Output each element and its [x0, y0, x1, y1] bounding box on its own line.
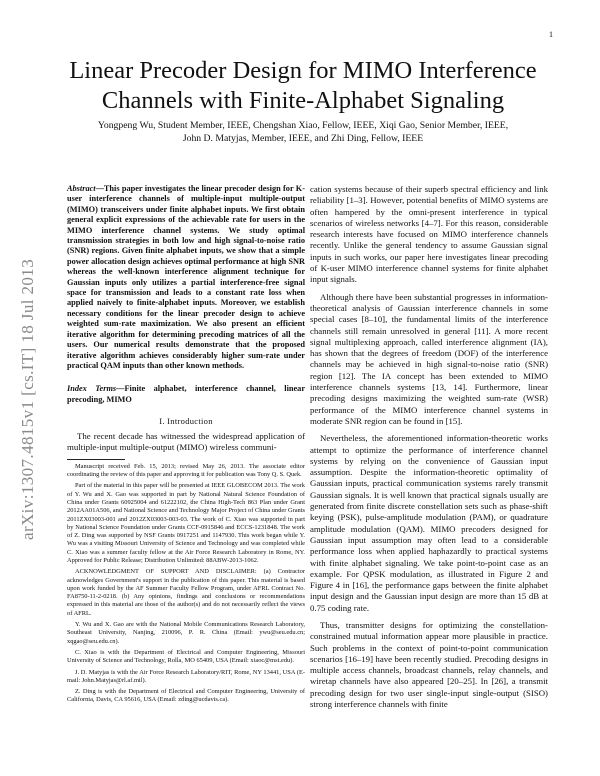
right-column [310, 184, 548, 710]
body-paragraph: Nevertheless, the aforementioned information-theoretic works attempt to optimize the performance of interference channel systems by relying on the convenience of Gaussian input assumption. Despite the information-theoretic optimality of Gaussian inputs, practical communication systems rarely transmit Gaussian signals. It is well known that practical signals usually are generated from finite discrete constellation sets such as phase-shift keying (PSK), pulse-amplitude modulation (PAM), or quadrature amplitude modulation (QAM). MIMO precoders designed for Gaussian input assumption may often lead to a considerable performance loss when applied haphazardly to practical systems with finite alphabet signaling. We take point-to-point case as an example. For QPSK modulation, as illustrated in Figure 2 and Figure 4 in [16], the performance gaps between the finite alphabet input design and the Gaussian input design are more than 15 dB at 0.75 coding rate. [310, 433, 548, 613]
author-line-1: Yongpeng Wu, Student Member, IEEE, Chengshan Xiao, Fellow, IEEE, Xiqi Gao, Senior Member, IEEE, [97, 120, 509, 131]
index-terms [67, 384, 305, 405]
footnote: ACKNOWLEDGMENT OF SUPPORT AND DISCLAIMER: (a) Contractor acknowledges Government's support in the publication of this paper. This material is based upon work funded by the AF Summer Faculty Fellow Program, under AFRL Contract No. FA8750-11-2-0218. (b) Any opinions, findings and conclusions or recommendations expressed in this material are those of the author(s) and do not necessarily reflect the views of AFRL. [67, 568, 305, 617]
footnote: C. Xiao is with the Department of Electrical and Computer Engineering, Missouri University of Science and Technology, Rolla, MO 65409, USA (Email: xiaoc@mst.edu). [67, 648, 305, 665]
body-paragraph: cation systems because of their superb spectral efficiency and link reliability [1–3]. However, potential benefits of MIMO systems are often hampered by the omni-present interference in typical scenarios of wireless networks [4–7]. For this reason, considerable research interests have focused on MIMO interference channels recently. Unlike the general tendency to assume Gaussian signal inputs in such works, our paper here investigates linear precoding of K-user MIMO interference channel systems for finite alphabet input signals. [310, 184, 548, 285]
footnote: Z. Ding is with the Department of Electrical and Computer Engineering, University of California, Davis, CA 95616, USA (Email: zding@ucdavis.ca). [67, 688, 305, 704]
author-list [60, 119, 546, 145]
footnote-divider [67, 459, 125, 460]
abstract [67, 184, 305, 371]
footnote: J. D. Matyjas is with the Air Force Research Laboratory/RIT, Rome, NY 13441, USA (E-mail: John.Matyjas@rl.af.mil). [67, 668, 305, 684]
abstract-text: —This paper investigates the linear precoder design for K-user interference channels of multiple-input multiple-output (MIMO) transceivers under finite alphabet inputs. We first obtain general explicit expressions of the achievable rate for users in the MIMO interference channel systems. We study optimal transmission strategies in both low and high signal-to-noise ratio (SNR) regions. Given finite alphabet inputs, we show that a simple power allocation design achieves optimal performance at high SNR whereas the well-known interference alignment technique for Gaussian inputs only utilizes a partial interference-free signal space for transmission and leads to a constant rate loss when applied naively to finite-alphabet inputs. Moreover, we establish necessary conditions for the linear precoder design to achieve weighted sum-rate maximization. We also present an efficient iterative algorithm for determining precoding matrices of all the users. Our numerical results demonstrate that the proposed iterative algorithm achieves considerably higher sum-rate under practical QAM inputs than other known methods. [67, 184, 305, 370]
author-line-2: John D. Matyjas, Member, IEEE, and Zhi Ding, Fellow, IEEE [182, 133, 424, 144]
footnote: Part of the material in this paper will be presented at IEEE GLOBECOM 2013. The work of Y. Wu and X. Gao was supported in part by National Natural Science Foundation of China under Grants 60925004 and 61222102, the China High-Tech 863 Plan under Grant 2012AA01A506, and National Science and Technology Major Project of China under Grants 2011ZX03003-001 and 2012ZX03003-003-03. The work of C. Xiao was supported in part by National Science Foundation under Grants CCF-0915846 and ECCS-1231848. The work of Z. Ding was supported by NSF Grants 0917251 and 1147930. This work began while Y. Wu was a visiting Missouri University of Science and Technology and was completed while C. Xiao was a summer faculty fellow at the Air Force Research Laboratory in Rome, NY. Approved for Public Release; Distribution Unlimited: 88ABW-2013-1062. [67, 482, 305, 564]
arxiv-identifier-stamp: arXiv:1307.4815v1 [cs.IT] 18 Jul 2013 [18, 258, 37, 540]
index-terms-text: —Finite alphabet, interference channel, linear precoding, MIMO [67, 384, 306, 404]
body-paragraph: Although there have been substantial progresses in information-theoretical analysis of Gaussian interference channels in some special cases [8–10], the fundamental limits of the interference channels still remain unresolved in general [11]. A more recent signal multiplexing approach, called interference alignment (IA), has shown that the degrees of freedom (DOF) of the interference channels may be achieved in high signal-to-noise ratio (SNR) region [12]. The IA concept has been extended to MIMO interference channels systems [13, 14]. Furthermore, linear precoding designs maximizing the weighted sum-rate (WSR) performance of the MIMO interference channel systems in moderate SNR region can be found in [15]. [310, 291, 548, 426]
section-heading-introduction: I. Introduction [159, 416, 213, 427]
footnote: Manuscript received Feb. 15, 2013; revised May 26, 2013. The associate editor coordinating the review of this paper and approving it for publication was Tony Q. S. Quek. [67, 462, 305, 479]
page-number: 1 [549, 30, 553, 39]
body-paragraph: Thus, transmitter designs for optimizing the constellation-constrained mutual information appear more plausible in practice. Such problems in the context of point-to-point communication scenarios [16–19] have been recently studied. Precoding designs in multiple access channels, broadcast channels, relay channels, and wiretap channels have also appeared [20–25]. In [26], a transmit precoding design for two user single-input single-output (SISO) strong interference channels with finite [310, 619, 548, 710]
footnotes [67, 463, 305, 705]
abstract-label: Abstract [67, 184, 96, 193]
index-terms-label: Index Terms [67, 384, 117, 394]
footnote: Y. Wu and X. Gao are with the National Mobile Communications Research Laboratory, Southeast University, Nanjing, 210096, P. R. China (Email: ywu@seu.edu.cn; xqgao@seu.edu.cn). [67, 621, 305, 645]
paper-title: Linear Precoder Design for MIMO Interference Channels with Finite-Alphabet Signaling [69, 57, 537, 114]
intro-paragraph-start: The recent decade has witnessed the widespread application of multiple-input multiple-output (MIMO) wireless communi- [67, 431, 305, 453]
left-column [67, 184, 305, 705]
